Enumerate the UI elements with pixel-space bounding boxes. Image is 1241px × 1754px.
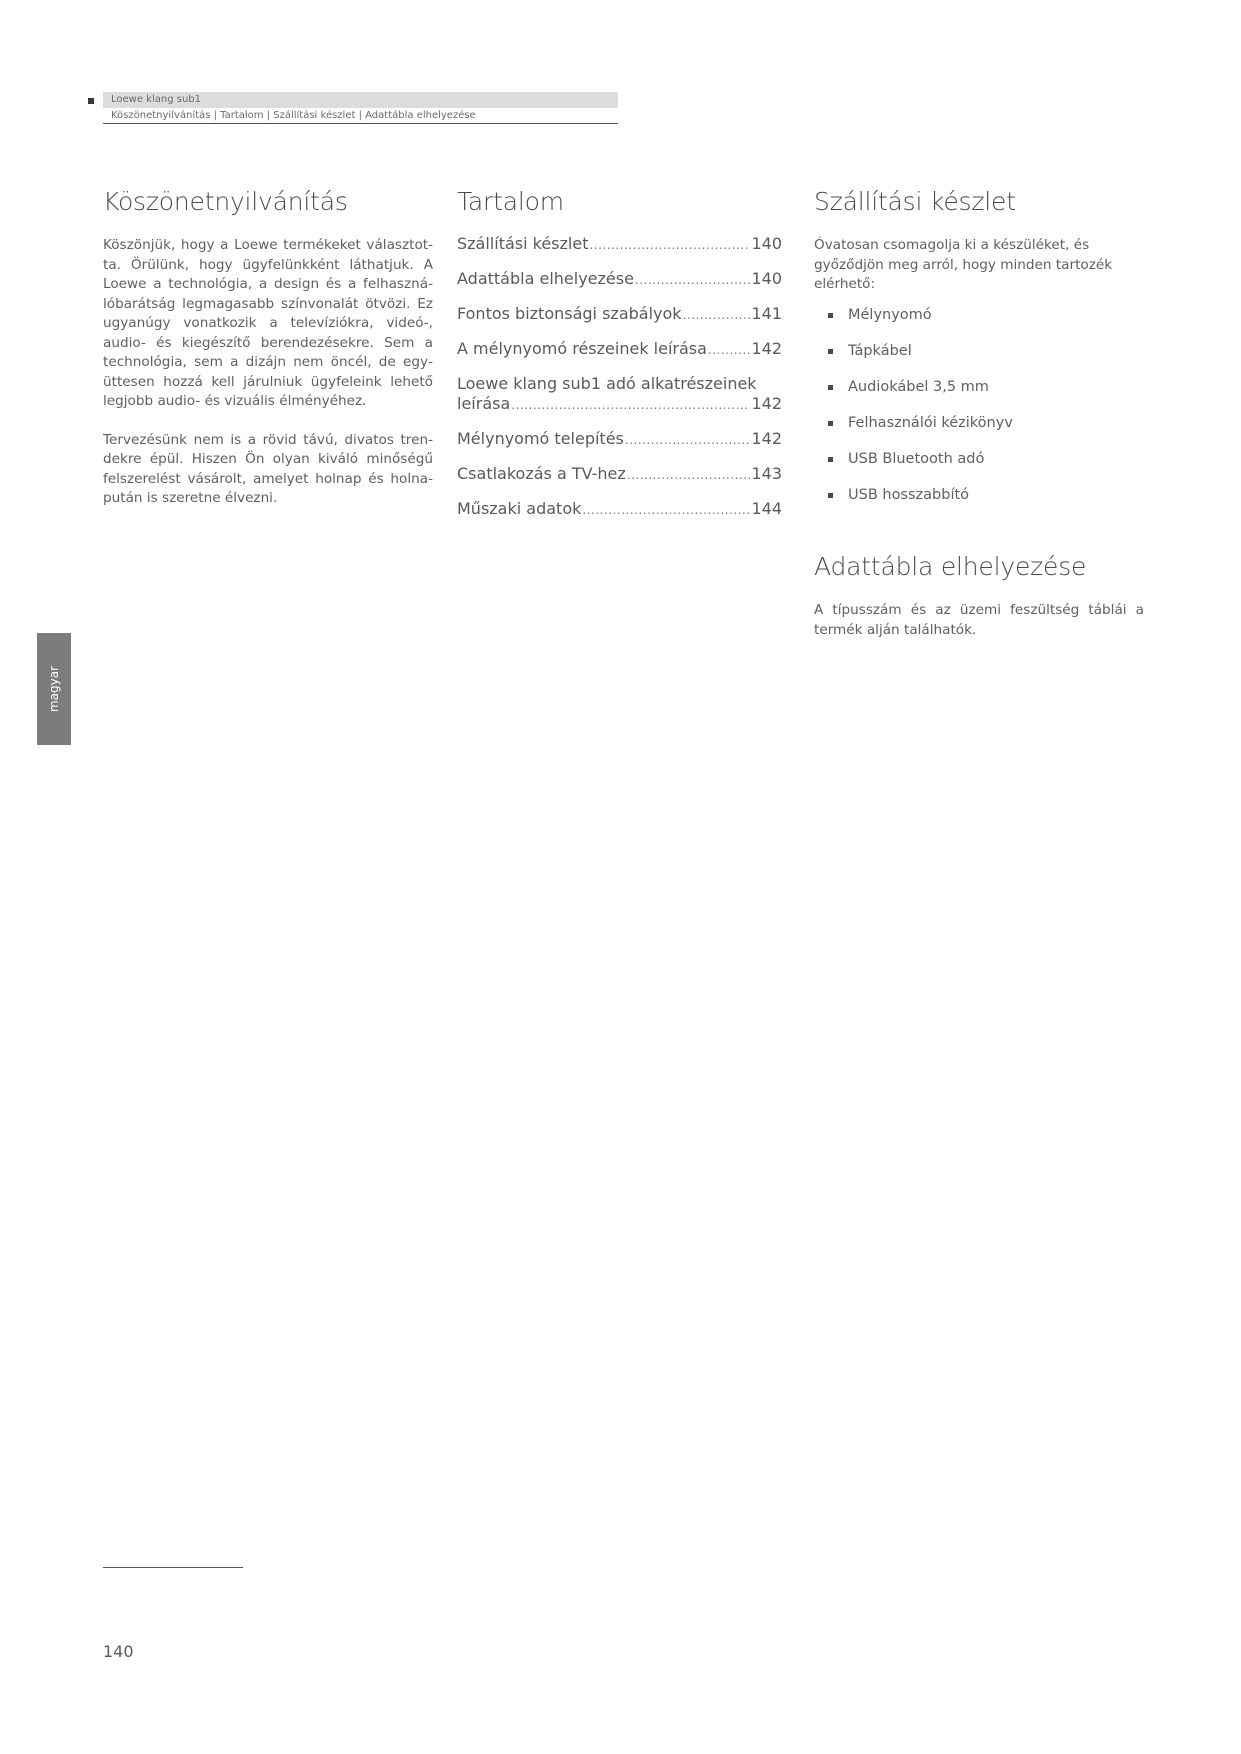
- list-item-label: Tápkábel: [848, 342, 912, 359]
- toc-leader-dots: [627, 465, 751, 485]
- thanks-paragraph-2: Tervezésünk nem is a rövid távú, divatos trendekre épül. Hiszen Ön olyan kiváló minőségű felszerelést vásárolt, amelyet holnap és holnapután is szeretne élvezni.: [103, 431, 433, 506]
- thanks-section: [103, 186, 433, 509]
- language-tab-label: magyar: [47, 665, 61, 713]
- toc-entry[interactable]: [457, 269, 782, 290]
- toc-entry-title: A mélynyomó részeinek leírása: [457, 339, 707, 358]
- square-bullet-icon: [828, 421, 833, 426]
- toc-entry[interactable]: [457, 499, 782, 520]
- language-tab: [37, 633, 71, 745]
- list-item-label: Felhasználói kézikönyv: [848, 414, 1013, 431]
- rating-plate-heading: Adattábla elhelyezése: [814, 552, 1087, 581]
- list-item: [814, 413, 1144, 433]
- toc-entry-page: 142: [751, 429, 782, 448]
- rating-plate-text: A típusszám és az üzemi feszültség táblái a termék alján találhatók.: [814, 602, 1144, 638]
- toc-entry-title-line-2: leírása: [457, 394, 511, 413]
- toc-leader-dots: [683, 305, 751, 325]
- delivery-section: [814, 186, 1144, 521]
- toc-entry[interactable]: [457, 464, 782, 485]
- square-bullet-icon: [828, 493, 833, 498]
- toc-entry-page: 140: [751, 234, 782, 253]
- toc-entry-title: Szállítási készlet: [457, 234, 589, 253]
- square-bullet-icon: [828, 385, 833, 390]
- toc-entry[interactable]: [457, 339, 782, 360]
- running-header: [103, 92, 618, 124]
- footnote-divider: [103, 1567, 243, 1568]
- list-item: [814, 341, 1144, 361]
- toc-heading: Tartalom: [457, 187, 564, 216]
- delivery-list: [814, 305, 1144, 505]
- square-bullet-icon: [828, 313, 833, 318]
- toc-entry-page: 141: [751, 304, 782, 323]
- toc-entry[interactable]: [457, 304, 782, 325]
- toc-list: [457, 234, 782, 520]
- toc-leader-dots: [582, 500, 750, 520]
- toc-leader-dots: [625, 430, 751, 450]
- list-item-label: Audiokábel 3,5 mm: [848, 378, 989, 395]
- toc-leader-dots: [511, 395, 750, 415]
- toc-entry[interactable]: [457, 374, 782, 415]
- toc-leader-dots: [708, 340, 751, 360]
- square-bullet-icon: [828, 349, 833, 354]
- delivery-intro: Óvatosan csomagolja ki a készüléket, és győződjön meg arról, hogy minden tartozék elérhető:: [814, 237, 1113, 292]
- list-item: [814, 485, 1144, 505]
- list-item: [814, 377, 1144, 397]
- page-number: 140: [103, 1642, 134, 1661]
- square-bullet-icon: [828, 457, 833, 462]
- thanks-heading: Köszönetnyilvánítás: [103, 187, 348, 216]
- toc-entry-page: 142: [751, 394, 782, 413]
- toc-entry[interactable]: [457, 429, 782, 450]
- toc-entry-title: Adattábla elhelyezése: [457, 269, 634, 288]
- toc-entry-title: Csatlakozás a TV-hez: [457, 464, 626, 483]
- toc-entry-page: 143: [751, 464, 782, 483]
- toc-entry-page: 140: [751, 269, 782, 288]
- toc-entry-title-line-1: Loewe klang sub1 adó alkatrészeinek: [457, 374, 757, 393]
- list-item: [814, 305, 1144, 325]
- list-item: [814, 449, 1144, 469]
- list-item-label: USB Bluetooth adó: [848, 450, 985, 467]
- list-item-label: Mélynyomó: [848, 306, 932, 323]
- list-item-label: USB hosszabbító: [848, 486, 970, 503]
- rating-plate-section: [814, 551, 1144, 640]
- header-bullet: [88, 98, 94, 104]
- toc-entry[interactable]: [457, 234, 782, 255]
- toc-entry-page: 144: [751, 499, 782, 518]
- toc-entry-title: Fontos biztonsági szabályok: [457, 304, 682, 323]
- toc-leader-dots: [589, 235, 750, 255]
- toc-entry-page: 142: [751, 339, 782, 358]
- header-product-name: Loewe klang sub1: [103, 92, 618, 108]
- thanks-paragraph-1: Köszönjük, hogy a Loewe termékeket választotta. Örülünk, hogy ügyfelünkként láthatjuk. A Loewe a technológia, a design és a felhasználóbarátság legmagasabb színvonalát ötvözi. Ez ugyanúgy vonatkozik a televíziókra, videó-, audio- és kiegészítő berendezésekre. Sem a technológia, sem a dizájn nem öncél, de együttesen hozzá kell járulniuk ügyfeleink lehető legjobb audio- és vizuális élményéhez.: [103, 237, 433, 409]
- toc-entry-title: Műszaki adatok: [457, 499, 582, 518]
- header-section-list: Köszönetnyilvánítás | Tartalom | Szállítási készlet | Adattábla elhelyezése: [111, 110, 476, 121]
- toc-entry-title: Mélynyomó telepítés: [457, 429, 624, 448]
- toc-section: [457, 186, 782, 534]
- delivery-heading: Szállítási készlet: [814, 187, 1016, 216]
- toc-leader-dots: [635, 270, 751, 290]
